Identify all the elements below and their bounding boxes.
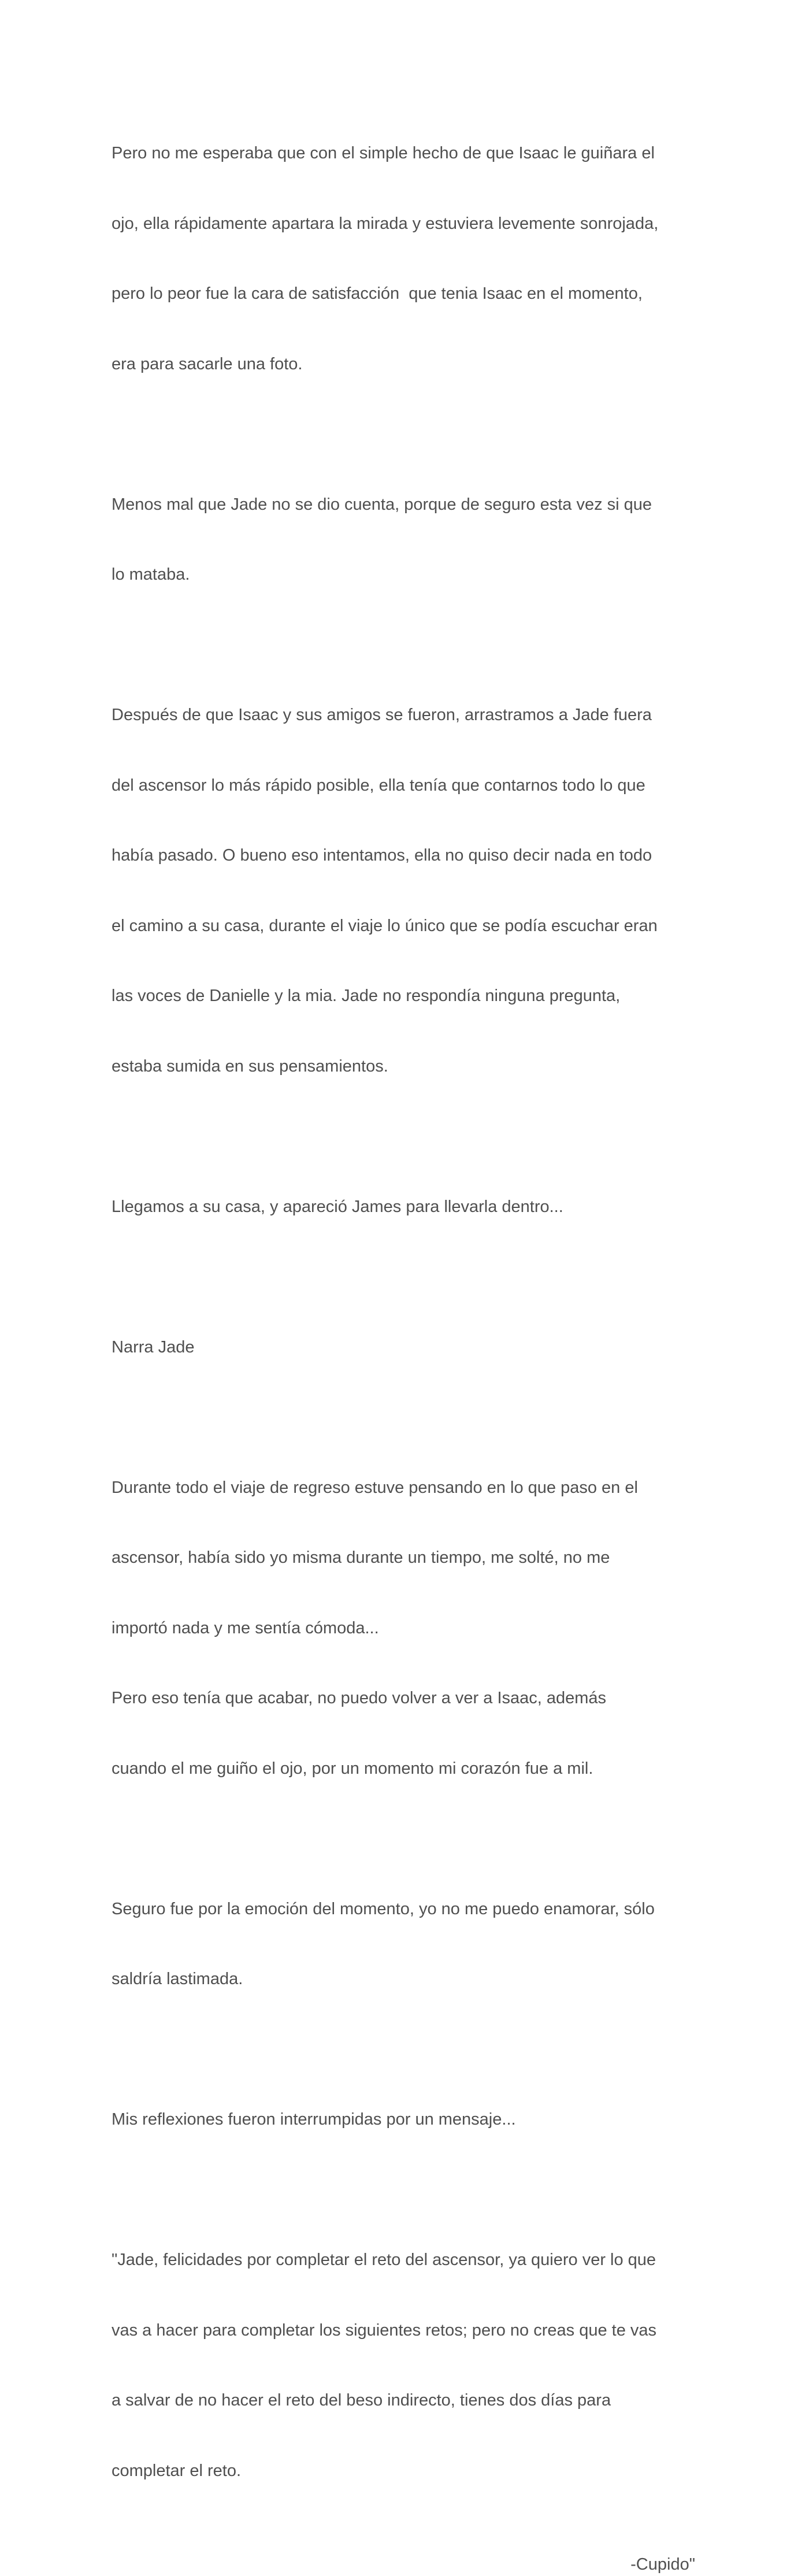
text-line: había pasado. O bueno eso intentamos, ella no quiso decir nada en todo [112,844,701,868]
message-quote [112,2201,701,2529]
text-line: era para sacarle una foto. [112,353,701,376]
text-line: Seguro fue por la emoción del momento, yo no me puedo enamorar, sólo [112,1897,701,1921]
text-line: Menos mal que Jade no se dio cuenta, porque de seguro esta vez si que [112,493,701,517]
text-line: Después de que Isaac y sus amigos se fueron, arrastramos a Jade fuera [112,703,701,727]
paragraph-3 [112,657,701,1125]
document-body [112,95,701,2576]
text-line: Llegamos a su casa, y apareció James para llevarla dentro... [112,1195,701,1219]
paragraph-2 [112,446,701,633]
text-line: saldría lastimada. [112,1967,701,1991]
text-line: Mis reflexiones fueron interrumpidas por un mensaje... [112,2108,701,2132]
text-line: vas a hacer para completar los siguientes retos; pero no creas que te vas [112,2319,701,2343]
text-line: el camino a su casa, durante el viaje lo único que se podía escuchar eran [112,914,701,938]
section-heading-narra-jade [112,1289,701,1406]
signature: -Cupido" [112,2553,701,2576]
paragraph-7 [112,1851,701,2038]
text-line: Pero eso tenía que acabar, no puedo volver a ver a Isaac, además [112,1687,701,1710]
text-line: cuando el me guiño el ojo, por un momento mi corazón fue a mil. [112,1757,701,1781]
text-line: Pero no me esperaba que con el simple hecho de que Isaac le guiñara el [112,142,701,165]
text-line: importó nada y me sentía cómoda... [112,1617,701,1640]
text-line: ascensor, había sido yo misma durante un tiempo, me solté, no me [112,1546,701,1570]
text-line: del ascensor lo más rápido posible, ella tenía que contarnos todo lo que [112,774,701,798]
paragraph-4 [112,1148,701,1266]
text-line: pero lo peor fue la cara de satisfacción que tenia Isaac en el momento, [112,282,701,306]
text-line: Durante todo el viaje de regreso estuve pensando en lo que paso en el [112,1476,701,1500]
text-line: estaba sumida en sus pensamientos. [112,1055,701,1078]
text-line: Narra Jade [112,1336,701,1359]
paragraph-8 [112,2061,701,2178]
paragraph-1 [112,95,701,422]
text-line: lo mataba. [112,563,701,587]
text-line: completar el reto. [112,2459,701,2483]
text-line: ojo, ella rápidamente apartara la mirada y estuviera levemente sonrojada, [112,212,701,236]
text-line: "Jade, felicidades por completar el reto del ascensor, ya quiero ver lo que [112,2248,701,2272]
text-line: las voces de Danielle y la mia. Jade no respondía ninguna pregunta, [112,984,701,1008]
text-line: a salvar de no hacer el reto del beso indirecto, tienes dos días para [112,2389,701,2412]
document-page [0,0,809,1047]
paragraph-6 [112,1429,701,1828]
